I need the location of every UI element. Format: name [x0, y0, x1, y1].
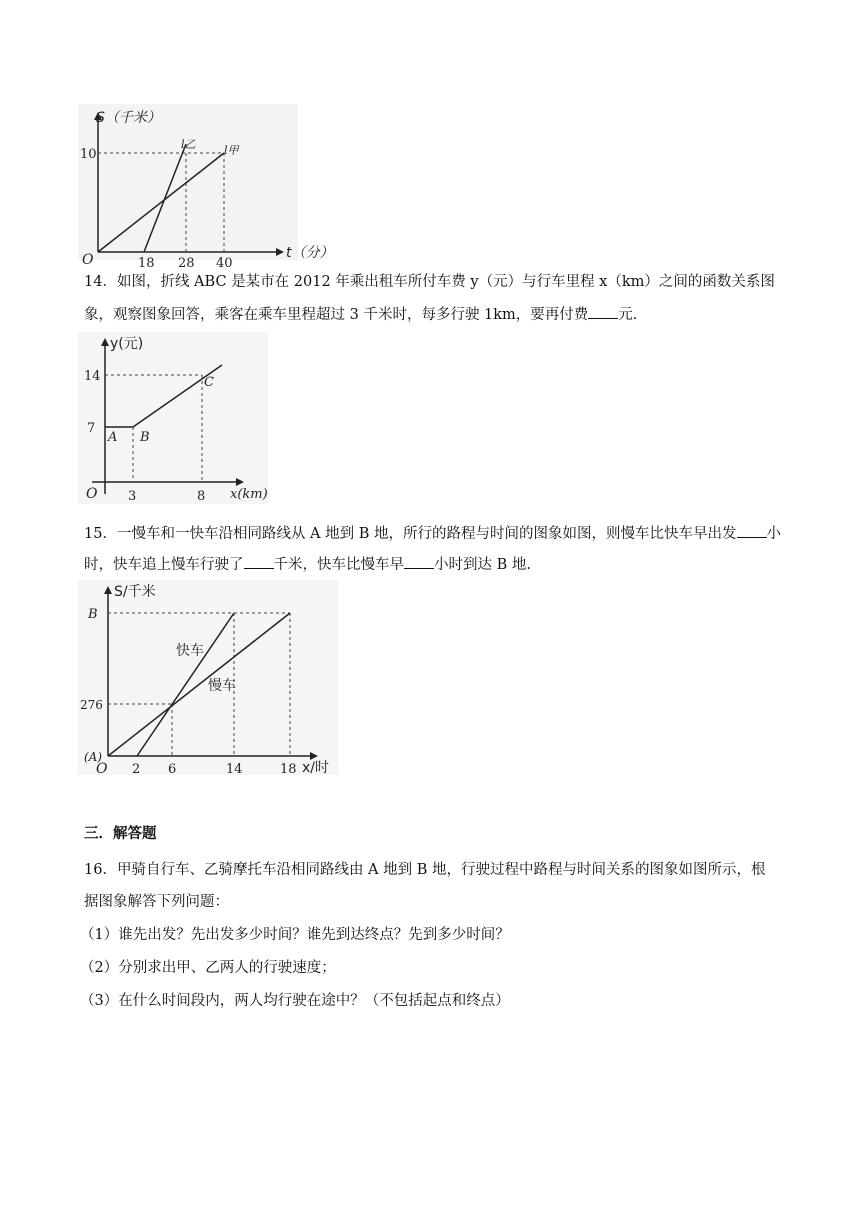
q16-item1: （1）谁先出发？先出发多少时间？谁先到达终点？先到多少时间？ — [80, 927, 510, 943]
origin-label: O — [86, 486, 98, 502]
slow-car-label: 慢车 — [208, 678, 236, 694]
answer-blank — [737, 525, 767, 538]
graph-q13 — [78, 104, 334, 271]
x-tick-8: 8 — [197, 489, 206, 504]
y-tick-14: 14 — [84, 369, 101, 384]
y-axis-label: S（千米） — [96, 110, 161, 126]
y-tick-10: 10 — [80, 147, 97, 162]
line-yi-label: l乙 — [181, 138, 196, 151]
q16-item3: （3）在什么时间段内，两人均行驶在途中？（不包括起点和终点） — [80, 993, 510, 1009]
graph-q15 — [78, 580, 348, 780]
answer-blank — [404, 556, 434, 569]
point-b-label: B — [140, 430, 150, 445]
q16-line2: 据图象解答下列问题： — [84, 894, 229, 910]
q15-line2 — [84, 553, 531, 574]
x-tick-3: 3 — [128, 489, 137, 504]
y-tick-7: 7 — [87, 421, 96, 436]
q16-line1: 16．甲骑自行车、乙骑摩托车沿相同路线由 A 地到 B 地，行驶过程中路程与时间关系的图象如图所示，根 — [84, 862, 766, 878]
y-axis-label: y(元) — [110, 336, 144, 352]
q15-line1-text: 15．一慢车和一快车沿相同路线从 A 地到 B 地，所行的路程与时间的图象如图，则慢车比快车早出发 — [84, 526, 737, 542]
q16-item2: （2）分别求出甲、乙两人的行驶速度； — [80, 960, 336, 976]
origin-label: O — [82, 252, 94, 268]
line-jia-label: l甲 — [224, 144, 239, 157]
origin-label: O — [96, 761, 108, 777]
x-tick-14: 14 — [226, 762, 243, 777]
origin-note: (A) — [84, 750, 103, 764]
x-tick-2: 2 — [132, 762, 141, 777]
x-tick-28: 28 — [178, 256, 195, 271]
y-tick-276: 276 — [80, 698, 103, 712]
y-label-b: B — [88, 607, 98, 622]
q14-line2-text: 象，观察图象回答，乘客在乘车里程超过 3 千米时，每多行驶 1km，要再付费 — [84, 307, 589, 323]
x-tick-18: 18 — [138, 256, 155, 271]
q14-line1: 14．如图，折线 ABC 是某市在 2012 年乘出租车所付车费 y（元）与行车里程 x（km）之间的函数关系图 — [84, 274, 775, 290]
q15-line2-b: 千米，快车比慢车早 — [273, 557, 404, 573]
x-tick-18: 18 — [280, 762, 297, 777]
q15-line2-c: 小时到达 B 地. — [434, 557, 531, 573]
x-axis-label: x(km) — [230, 487, 268, 502]
fast-car-label: 快车 — [176, 643, 204, 659]
graph-q14 — [78, 332, 278, 507]
q15-line2-a: 时，快车追上慢车行驶了 — [84, 557, 244, 573]
x-tick-40: 40 — [216, 256, 233, 271]
q15-line1 — [84, 522, 781, 543]
point-c-label: C — [204, 375, 214, 390]
x-axis-label: x/时 — [302, 760, 330, 776]
x-tick-6: 6 — [168, 762, 177, 777]
section-3-heading: 三．解答题 — [84, 825, 157, 842]
point-a-label: A — [108, 430, 118, 445]
q14-line2-end: 元. — [618, 307, 638, 323]
answer-blank — [588, 306, 618, 319]
answer-blank — [244, 556, 274, 569]
q14-line2 — [84, 303, 637, 324]
graph-background — [78, 332, 268, 504]
q15-line1-end: 小 — [766, 526, 782, 542]
x-axis-label: t（分） — [286, 245, 334, 261]
y-axis-label: S/千米 — [114, 584, 156, 600]
